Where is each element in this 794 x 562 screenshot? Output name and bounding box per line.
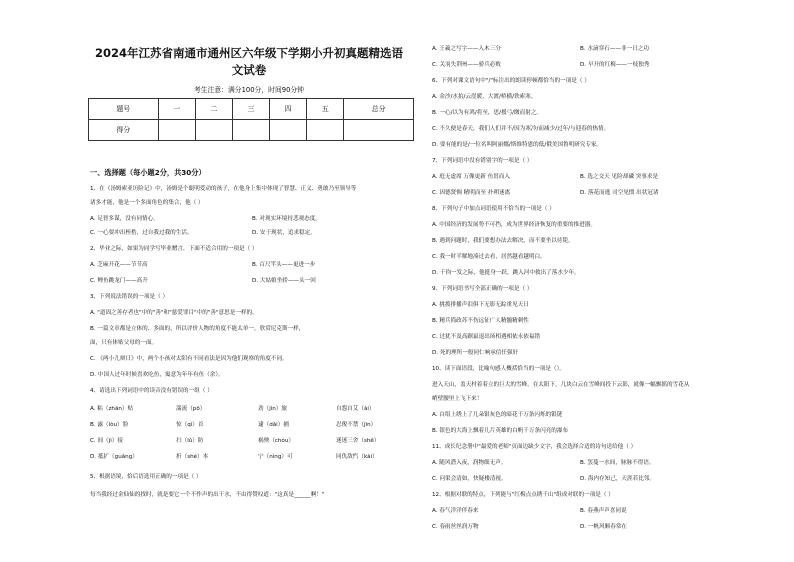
score-cell[interactable] [195, 120, 232, 141]
option-text: C. 间（jì）接 [90, 438, 123, 444]
score-header-cell: 题号 [89, 99, 159, 120]
score-header-cell: 四 [270, 99, 307, 120]
option-text: A. 芝麻开花——节节高 [90, 262, 148, 268]
option-text: C. 《两小儿辩日》中，两个小孩对太阳有不同看法是因为他们观察的角度不同。 [90, 356, 288, 362]
option-text: 祸殃（chóu） [258, 438, 294, 444]
question-text: 11、成长纪念册中"最爱的老师"页面边缺少文字，我会选择合适的诗句送给他（ ） [432, 444, 637, 450]
question-text: 10、读下面语段，比喻句感人概括恰当的一项是（）。 [432, 366, 565, 372]
question-text: 9、下列词语书写全部正确的一项是（ ） [432, 286, 533, 292]
option-text: 面，只有体贴父母的一面。 [90, 340, 158, 346]
option-text: B. 水滴穿石——非一日之功 [580, 46, 649, 52]
score-cell[interactable] [232, 120, 269, 141]
score-cell[interactable] [270, 120, 307, 141]
option-text: A. 金沙/水拍/云崖暖，大渡/桥横/铁索寒。 [432, 94, 537, 100]
question-text: 4、请选出下列词语中的读音没有错误的一组（ ） [90, 388, 213, 394]
option-text: C. 我一时半解地凑过去看，居然越看越明白。 [432, 254, 546, 260]
option-text: 自怨自艾（ài） [336, 406, 375, 412]
option-text: D. 海内存知己，天涯若比邻。 [580, 476, 655, 482]
option-text: C. 因德贤惆 精明而至 扑朔迷离 [432, 190, 511, 196]
option-text: D. 抵扩（guǎng） [90, 454, 138, 460]
question-text: 12、根据对联的特点，下列能与"红梅点点绣千山"组成对联的一项是（ ） [432, 492, 614, 498]
score-header-cell: 二 [195, 99, 232, 120]
option-text: A. 随风潜入夜，润物细无声。 [432, 460, 507, 466]
score-header-cell: 五 [307, 99, 344, 120]
option-text: C. 一心要冲出桎梏，过自我过我的生活。 [90, 230, 193, 236]
option-text: D. 早开的红梅——一枝独秀 [580, 62, 650, 68]
option-text: D. 大姑娘坐轿——头一回 [252, 278, 316, 284]
score-cell[interactable] [344, 120, 414, 141]
question-text: 7、下列词语中没有错别字的一项是（ ） [432, 158, 533, 164]
option-text: B. 春燕声声喜同说 [580, 508, 627, 514]
score-table-header-row [89, 99, 414, 120]
score-table-score-row [89, 120, 414, 141]
option-text: B. 精兵简政苏不伤远征广人精髓精刺性 [432, 318, 529, 324]
option-text: B. 露（lòu）脸 [90, 422, 129, 428]
option-text: D. 一帆风顺春常在 [580, 524, 628, 530]
option-text: A. 白绢上绣上了几朵银灰色的暗花千万条闪烁的银链 [432, 412, 563, 418]
option-text: B. 对现实环境持悲观态度。 [252, 216, 321, 222]
option-text: 折（shé）本 [176, 454, 209, 460]
option-text: B. 选之交天 见险却磷 突事求是 [580, 174, 659, 180]
option-text: D. 安于现状，追求稳定。 [252, 230, 316, 236]
option-text: C. 过犹不及高踞鼠退出场相遇相依永依福错 [432, 334, 541, 340]
option-text: 同仇敌忾（kài） [336, 454, 378, 460]
option-text: 逮（dǎi）捕 [258, 422, 289, 428]
passage-text: 进入天山，盖天村着着立的巨大的雪峰，在太阳下，几块白云在雪峰间投下云影，就像一幅飘摇的雪花从 [432, 382, 690, 388]
score-header-cell: 一 [158, 99, 195, 120]
score-cell[interactable] [307, 120, 344, 141]
question-text: 8、下列句子中加点词语使用不恰当的一项是（ ） [432, 206, 555, 212]
option-text: B. 百尺竿头——更进一步 [252, 262, 316, 268]
option-text: B. 银色的大海上飘着几片英雄的白帆千万条闪亮的瀑布 [432, 428, 569, 434]
option-text: C. 鲤鱼跳龙门——高升 [90, 278, 148, 284]
score-cell[interactable] [158, 120, 195, 141]
exam-title [84, 45, 414, 79]
option-text: B. 一篇文章都是立体的、多面的，所以评价人物的角度不能太单一，欣赏尼克斯一样， [90, 326, 305, 332]
option-text: 惊（qì）首 [176, 422, 204, 428]
question-text: 5、根据语境，恰后语选用正确的一项是（ ） [90, 474, 202, 480]
option-text: C. 春雨丝丝润万物 [432, 524, 479, 530]
option-text: 扫（lǔ）防 [176, 438, 204, 444]
question-text: 1、在《汤姆索亚历险记》中，汤姆是个聪明爱动的孩子，在他身上集中体现了智慧、正义、勇敢乃至领导等 [90, 186, 357, 192]
exam-notice: 考生注意：满分100分，时间90分钟 [194, 86, 304, 94]
option-text: 忍俊不禁（jīn） [336, 422, 377, 428]
option-text: 宁（nìng）可 [258, 454, 293, 460]
score-table [88, 98, 414, 141]
title-line-1: 2024年江苏省南通市通州区六年级下学期小升初真题精选语 [94, 46, 403, 60]
section-heading: 一、选择题（每小题2分，共30分） [90, 168, 206, 177]
option-text: D. 千钧一发之际，他挺身一跃，跳入河中救出了落水少年。 [432, 270, 580, 276]
title-line-2: 文试卷 [231, 63, 267, 77]
score-row-label: 得分 [89, 120, 159, 141]
option-text: B. 罢蔓一水间，脉脉不得语。 [580, 460, 655, 466]
option-text: A. 粘（zhān）贴 [90, 406, 134, 412]
option-text: A. "道固之善存者也"中的"善"和"慈爱罪目"中的"善"意思是一样的。 [90, 310, 258, 316]
option-text: C. 不久便是春天，我们人们并不/因为寒冷/而减少/过年/与迎春的热情。 [432, 126, 610, 132]
question-text: 6、下列对课文语句中"/"标注出的朗读停顿都恰当的一项是（ ） [432, 78, 590, 84]
option-text: 湍流（pō） [176, 406, 206, 412]
option-text: B. 一心/以为有鸿/将至，思/援弓/缴而射之。 [432, 110, 543, 116]
option-text: D. 要有能的是/一位名叫阿丽娜/斯维特恩的低/俄美国鲁明研究专家。 [432, 142, 603, 148]
question-text: 2、毕业之际，如果为同学写毕业赠言，下面不适合用的一项是（ ） [90, 246, 258, 252]
question-text: 每当我经过金仙仙的找时，就是要它一个不作声的出干水，不由得赞叹道："这真是______啊！" [90, 492, 325, 498]
question-text: 诸多才能，他是一个多面角色的集合，他（ ） [90, 200, 204, 206]
score-header-cell: 总分 [344, 99, 414, 120]
option-text: D. 中国人过年时候喜欢吃鱼，寓意为年年有鱼（余）。 [90, 372, 224, 378]
option-text: A. 足智多谋，没有同情心。 [90, 216, 159, 222]
passage-text: 峭壁腰里上飞下来！ [432, 396, 483, 402]
option-text: 劲（jìn）旅 [258, 406, 288, 412]
score-header-cell: 三 [232, 99, 269, 120]
option-text: A. 春气洋洋伴春来 [432, 508, 479, 514]
option-text: C. 关羽失荆州——骄兵必败 [432, 62, 501, 68]
option-text: A. 中国经济的发展势不可挡，成为世界经济恢复的重要的推进器。 [432, 222, 596, 228]
question-text: 3、下列说法错误的一项是（ ） [90, 294, 169, 300]
option-text: A. 挑拨排播声泪俱下无影无踪重见天日 [432, 302, 529, 308]
option-text: D. 落花而逃 司空见惯 出状冠诸 [580, 190, 659, 196]
option-text: A. 庭无虚席 万像更新 鱼贯而入 [432, 174, 510, 180]
option-text: A. 王羲之写字——入木三分 [432, 46, 501, 52]
option-text: C. 问渠会清如，快疑楼清视。 [432, 476, 507, 482]
option-text: D. 死的理所一般同仁响承信任强奸 [432, 350, 519, 356]
option-text: 迷迷三舍（shě） [336, 438, 380, 444]
option-text: B. 遇到问题时，我们要想办法去解决，而不要坐以待毙。 [432, 238, 574, 244]
